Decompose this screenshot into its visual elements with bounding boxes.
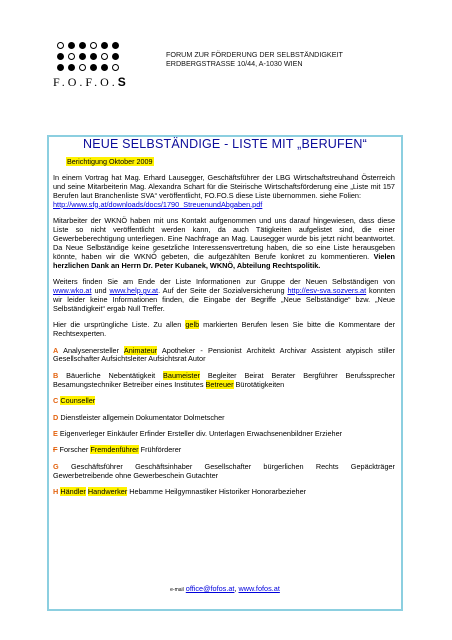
letter-f: F <box>53 445 58 455</box>
list-b-pre: Bäuerliche Nebentätigkeit <box>66 370 156 380</box>
wkno-paragraph <box>53 217 395 270</box>
logo-wordmark <box>53 75 129 90</box>
list-h <box>53 488 395 497</box>
help-gv-link[interactable]: www.help.gv.at <box>109 285 159 295</box>
list-a-post: Apotheker - Pensionist Architekt Archivar Assistent atypisch stiller Gesellschafter Aufsichtsleiter Aufsichtsrat Autor <box>53 345 396 364</box>
logo-dot <box>101 64 108 71</box>
list-b-highlight-2: Betreuer <box>205 379 234 389</box>
list-h-highlight: Händler <box>60 487 86 497</box>
letter-b: B <box>53 370 59 380</box>
list-d <box>53 414 395 423</box>
logo-dot <box>90 53 97 60</box>
logo-dot <box>79 64 86 71</box>
footer-separator: , <box>234 584 237 593</box>
document-body <box>53 174 395 504</box>
wko-link[interactable]: www.wko.at <box>53 285 92 295</box>
wkno-text: Mitarbeiter der WKNÖ haben mit uns Kontakt aufgenommen und uns darauf hingewiesen, dass diese Liste so nicht veröffentlicht werden kann, da auch Tätigkeiten aufgelistet sind, die einer Gewerbeberechtigung unterliegen. Eine Nachfrage an Mag. Lausegger wurde bis jetzt nicht beantwortet. Da Neue Selbständige keine gesetzliche Interessensvertretung haben, die so eine Liste herausgeben könnte, haben wir die WKNÖ gebeten, die aufgezählten Berufe konkret zu kommentieren. <box>53 216 395 261</box>
links-paragraph <box>53 278 395 314</box>
list-f-pre: Forscher <box>59 445 89 455</box>
esv-sva-link[interactable]: http://esv-sva.sozvers.at <box>287 285 367 295</box>
list-c <box>53 397 395 406</box>
logo-dot <box>101 42 108 49</box>
logo-dot <box>57 53 64 60</box>
logo-dot <box>112 53 119 60</box>
email-link[interactable]: office@fofos.at <box>185 584 235 593</box>
fofos-logo <box>50 40 140 90</box>
list-e <box>53 430 395 439</box>
logo-letter-s: S <box>117 75 129 89</box>
org-address: ERDBERGSTRASSE 10/44, A-1030 WIEN <box>166 59 303 68</box>
letter-d: D <box>53 412 59 422</box>
list-a <box>53 347 395 365</box>
intro-paragraph <box>53 174 395 210</box>
footer-contact <box>47 584 403 593</box>
letter-g: G <box>53 461 59 471</box>
letter-c: C <box>53 396 59 406</box>
list-intro-text-2: markierten Berufen lesen Sie bitte die Kommentare der Rechtsexperten. <box>53 320 396 339</box>
letter-e: E <box>53 428 58 438</box>
website-link[interactable]: www.fofos.at <box>238 584 280 593</box>
logo-dot <box>57 64 64 71</box>
list-h-highlight-2: Handwerker <box>87 487 128 497</box>
list-b-post: Bürotätigkeiten <box>235 379 285 389</box>
links-text-4: konnten wir leider keine Informationen finden, die Eingabe der Begriffe „Neue Selbständige“ bzw. „Neue Selbständigkeit“ ergab Null Treffer. <box>53 285 396 313</box>
logo-dot <box>68 42 75 49</box>
logo-dot <box>101 53 108 60</box>
logo-dot <box>112 42 119 49</box>
logo-dot <box>112 64 119 71</box>
logo-dot <box>79 42 86 49</box>
list-e-text: Eigenverleger Einkäufer Erfinder Ersteller div. Unterlagen Erwachsenenbildner Erzieher <box>59 428 343 438</box>
logo-dot <box>90 64 97 71</box>
logo-dot <box>90 42 97 49</box>
letter-h: H <box>53 487 59 497</box>
list-c-highlight: Counseller <box>60 396 96 406</box>
list-f <box>53 446 395 455</box>
slides-pdf-link[interactable]: http://www.sfg.at/downloads/docs/1790_StreuenundAbgaben.pdf <box>53 199 263 209</box>
highlight-word: gelb <box>185 320 200 330</box>
email-label: e-mail <box>170 587 184 593</box>
links-text-3: . Auf der Seite der Sozialversicherung <box>158 285 285 295</box>
list-f-highlight: Fremdenführer <box>90 445 139 455</box>
list-b-mid: Begleiter Beirat Berater Bergführer Berufssprecher Besamungstechniker Betreiber eines Institutes <box>53 370 396 389</box>
correction-note: Berichtigung Oktober 2009 <box>67 157 153 166</box>
logo-dot <box>79 53 86 60</box>
thanks-text: Vielen herzlichen Dank an Herrn Dr. Peter Kubanek, WKNÖ, Abteilung Rechtspolitik. <box>53 251 395 270</box>
logo-dot <box>57 42 64 49</box>
organization-address <box>166 50 343 68</box>
list-b-highlight: Baumeister <box>163 370 200 380</box>
org-name: FORUM ZUR FÖRDERUNG DER SELBSTÄNDIGKEIT <box>166 50 343 59</box>
list-f-post: Frühförderer <box>140 445 182 455</box>
list-g <box>53 463 395 481</box>
letter-a: A <box>53 345 59 355</box>
links-text-2: und <box>94 285 107 295</box>
list-h-post: Hebamme Heilgymnastiker Historiker Honorarbezieher <box>129 487 307 497</box>
intro-text: In einem Vortrag hat Mag. Erhard Lausegger, Geschäftsführer der LBG Wirtschaftstreuhand Österreich und seine Mitarbeiterin Mag. Alexandra Schart für die Steirische Wirtschaftsförderung eine „Liste mit 157 Berufen laut Branchenliste SVA“ veröffentlicht, FO.FO.S diese Liste übernommen. siehe Folien: <box>53 173 395 200</box>
list-b <box>53 372 395 390</box>
list-g-text: Geschäftsführer Geschäftsinhaber Gesellschafter bürgerlichen Rechts Gepäckträger Gewerbetreibende ohne Gewerbeschein Gutachter <box>53 461 395 480</box>
logo-dot <box>68 53 75 60</box>
logo-letters: F.O.F.O. <box>53 75 118 89</box>
list-intro-paragraph <box>53 321 395 339</box>
page-title: NEUE SELBSTÄNDIGE - LISTE MIT „BERUFEN“ <box>82 137 367 151</box>
list-d-text: Dienstleister allgemein Dokumentator Dolmetscher <box>60 412 225 422</box>
logo-dot <box>68 64 75 71</box>
list-intro-text-1: Hier die ursprüngliche Liste. Zu allen <box>53 320 182 330</box>
list-a-highlight: Animateur <box>123 345 158 355</box>
list-a-pre: Analysenersteller <box>63 345 120 355</box>
logo-dot-grid <box>55 40 121 73</box>
links-text-1: Weiters finden Sie am Ende der Liste Informationen zur Gruppe der Neuen Selbständigen von <box>53 277 395 287</box>
